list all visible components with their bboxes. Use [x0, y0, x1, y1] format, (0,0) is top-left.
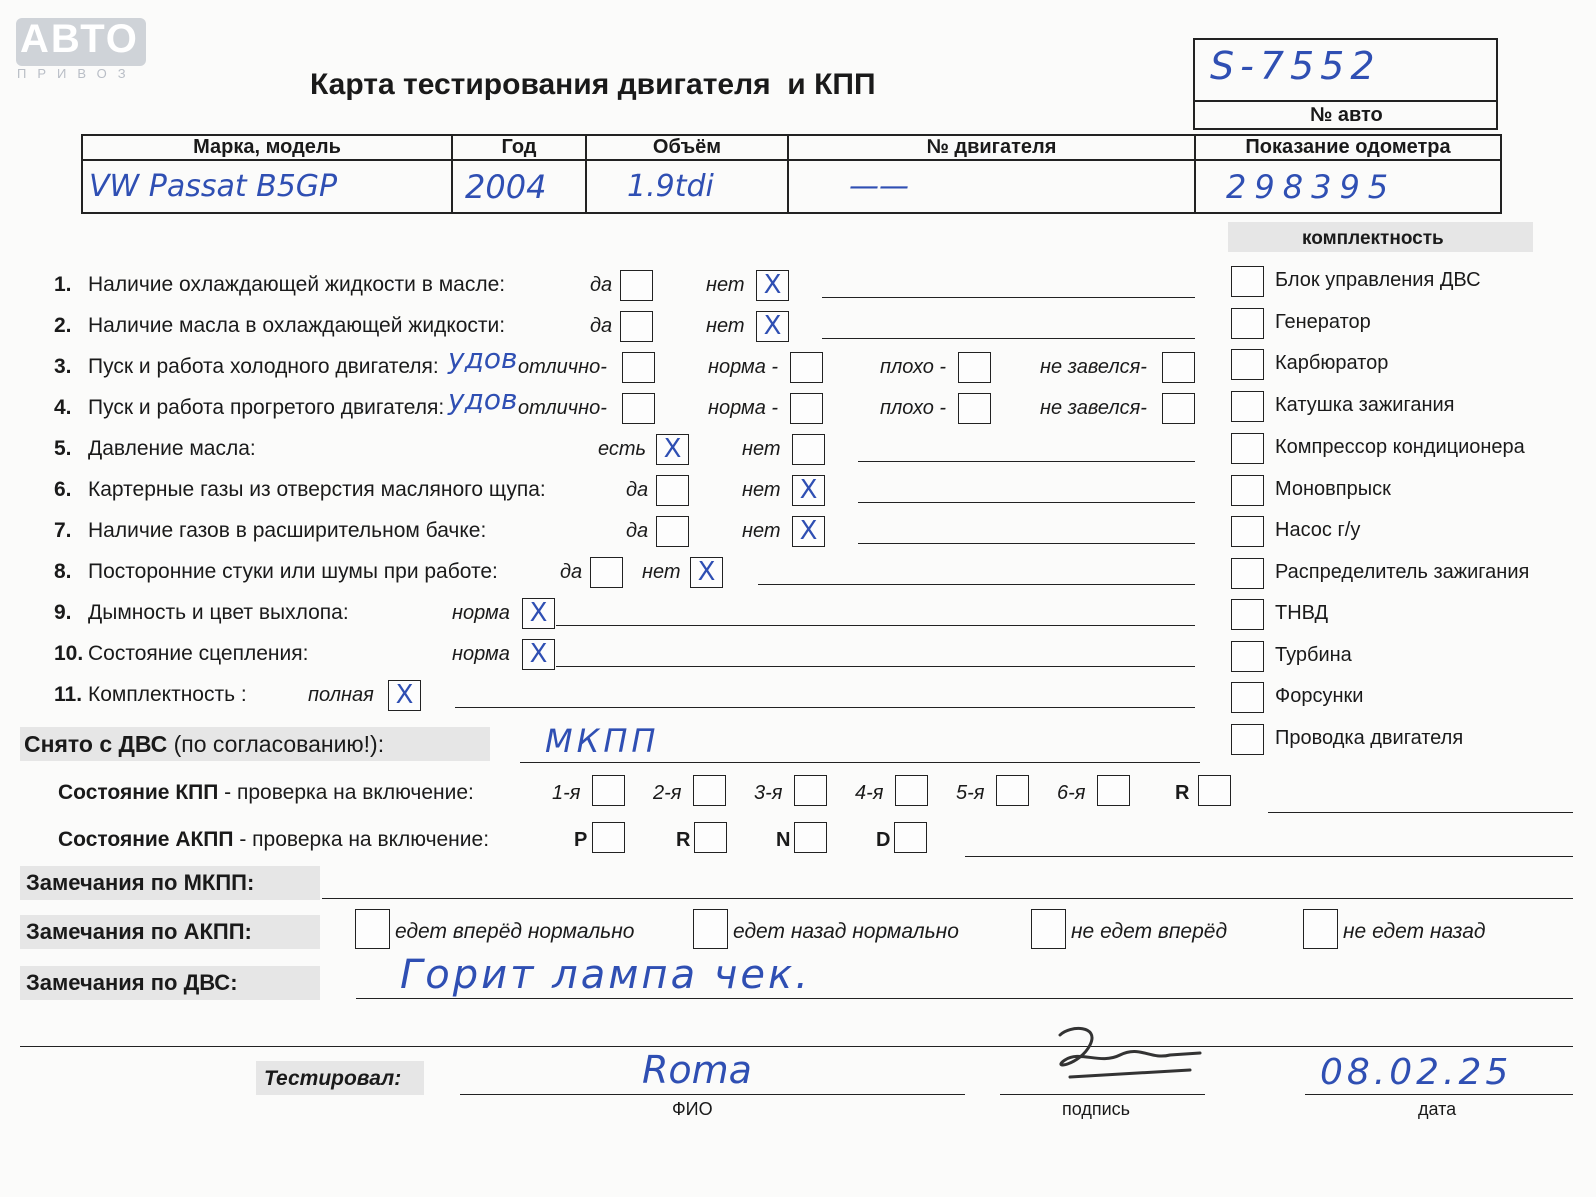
- check-option-checkbox[interactable]: [958, 393, 991, 424]
- kpp-label: [58, 781, 474, 805]
- completeness-item-label: ТНВД: [1275, 602, 1329, 624]
- completeness-item-label: Распределитель зажигания: [1275, 560, 1530, 583]
- gear-label: 6-я: [1057, 782, 1086, 804]
- check-note: удов: [448, 383, 518, 416]
- check-option-label: плохо -: [880, 397, 947, 419]
- check-mark: X: [697, 557, 716, 587]
- completeness-item-label: Турбина: [1275, 643, 1352, 666]
- check-option-label: нет: [706, 274, 745, 296]
- check-option-checkbox[interactable]: [522, 598, 555, 629]
- check-option-label: отлично-: [518, 397, 607, 419]
- check-number: 9.: [54, 601, 72, 624]
- check-answer-line: [858, 502, 1195, 503]
- akpp-remark-label: едет вперёд нормально: [395, 920, 635, 943]
- check-option-label: нет: [742, 520, 781, 542]
- name-line: [460, 1094, 965, 1095]
- completeness-item-label: Блок управления ДВС: [1275, 269, 1481, 291]
- check-label: Наличие охлаждающей жидкости в масле:: [88, 273, 506, 296]
- col-header-year: Год: [501, 136, 537, 158]
- completeness-checkbox[interactable]: [1231, 641, 1264, 672]
- removed-label-rest: (по согласованию!):: [167, 731, 385, 757]
- completeness-checkbox[interactable]: [1231, 391, 1264, 422]
- check-answer-line: [758, 584, 1195, 585]
- gear-checkbox[interactable]: [694, 822, 727, 853]
- check-number: 11.: [54, 683, 83, 706]
- check-option-label: норма -: [708, 356, 779, 378]
- check-option-label: да: [560, 561, 583, 583]
- check-option-label: не завелся-: [1040, 397, 1147, 419]
- check-option-checkbox[interactable]: [620, 270, 653, 301]
- completeness-checkbox[interactable]: [1231, 308, 1264, 339]
- gear-checkbox[interactable]: [592, 775, 625, 806]
- remarks-mkpp-label: Замечания по МКПП:: [26, 870, 255, 895]
- completeness-checkbox[interactable]: [1231, 558, 1264, 589]
- removed-value: МКПП: [545, 722, 660, 760]
- check-answer-line: [455, 707, 1195, 708]
- completeness-checkbox[interactable]: [1231, 475, 1264, 506]
- check-label: Дымность и цвет выхлопа:: [88, 601, 349, 624]
- model-value: VW Passat B5GP: [89, 169, 338, 204]
- check-option-checkbox[interactable]: [1162, 352, 1195, 383]
- check-option-label: плохо -: [880, 356, 947, 378]
- akpp-label-bold: Состояние АКПП: [58, 828, 234, 851]
- gear-checkbox[interactable]: [794, 775, 827, 806]
- check-option-checkbox[interactable]: [792, 434, 825, 465]
- check-option-checkbox[interactable]: [792, 516, 825, 547]
- akpp-remark-checkbox[interactable]: [355, 909, 390, 949]
- check-number: 4.: [54, 396, 72, 419]
- check-option-checkbox[interactable]: [656, 475, 689, 506]
- akpp-remark-label: не едет вперёд: [1071, 920, 1228, 943]
- check-answer-line: [858, 543, 1195, 544]
- logo-text: АВТО: [20, 17, 139, 61]
- remarks-dvs-label: Замечания по ДВС:: [26, 970, 238, 995]
- remarks-akpp-label: Замечания по АКПП:: [26, 919, 252, 944]
- completeness-title: комплектность: [1302, 228, 1444, 249]
- check-number: 3.: [54, 355, 72, 378]
- completeness-checkbox[interactable]: [1231, 516, 1264, 547]
- check-option-label: нет: [706, 315, 745, 337]
- akpp-remark-checkbox[interactable]: [1031, 909, 1066, 949]
- completeness-checkbox[interactable]: [1231, 349, 1264, 380]
- col-header-model: Марка, модель: [193, 136, 341, 158]
- check-label: Пуск и работа холодного двигателя:: [88, 355, 439, 378]
- check-option-checkbox[interactable]: [790, 352, 823, 383]
- gear-label: D: [876, 829, 891, 851]
- gear-label: R: [1175, 782, 1190, 804]
- check-mark: X: [529, 639, 548, 669]
- remarks-mkpp-line: [322, 898, 1573, 899]
- akpp-remark-checkbox[interactable]: [693, 909, 728, 949]
- auto-number-divider: [1193, 100, 1498, 102]
- check-mark: X: [763, 270, 782, 300]
- check-option-checkbox[interactable]: [756, 311, 789, 342]
- col-header-volume: Объём: [652, 136, 722, 158]
- check-mark: X: [663, 434, 682, 464]
- completeness-checkbox[interactable]: [1231, 682, 1264, 713]
- check-option-checkbox[interactable]: [622, 352, 655, 383]
- volume-value: 1.9tdi: [627, 169, 714, 204]
- akpp-remark-checkbox[interactable]: [1303, 909, 1338, 949]
- check-option-label: не завелся-: [1040, 356, 1147, 378]
- check-option-label: отлично-: [518, 356, 607, 378]
- gear-checkbox[interactable]: [895, 775, 928, 806]
- check-option-label: да: [626, 520, 649, 542]
- divider-line: [20, 1046, 1573, 1047]
- completeness-checkbox[interactable]: [1231, 724, 1264, 755]
- gear-label: 2-я: [653, 782, 682, 804]
- check-answer-line: [858, 461, 1195, 462]
- check-option-label: да: [590, 315, 613, 337]
- check-option-checkbox[interactable]: [792, 475, 825, 506]
- gear-label: 1-я: [552, 782, 581, 804]
- check-label: Посторонние стуки или шумы при работе:: [88, 560, 498, 583]
- check-option-checkbox[interactable]: [790, 393, 823, 424]
- check-option-checkbox[interactable]: [756, 270, 789, 301]
- year-value: 2004: [465, 167, 547, 206]
- tester-name: Roma: [642, 1048, 752, 1092]
- check-option-label: есть: [598, 438, 647, 460]
- check-label: Состояние сцепления:: [88, 642, 309, 665]
- check-option-checkbox[interactable]: [958, 352, 991, 383]
- check-label: Комплектность :: [88, 683, 247, 706]
- check-number: 1.: [54, 273, 72, 296]
- check-number: 10.: [54, 642, 84, 665]
- engine-number-value: ——: [849, 169, 909, 204]
- check-option-checkbox[interactable]: [522, 639, 555, 670]
- col-header-odometer: Показание одометра: [1245, 136, 1451, 158]
- check-label: Пуск и работа прогретого двигателя:: [88, 396, 445, 419]
- akpp-label: [58, 828, 489, 852]
- check-number: 6.: [54, 478, 72, 501]
- completeness-item-label: Компрессор кондиционера: [1275, 436, 1525, 458]
- check-mark: X: [763, 311, 782, 341]
- kpp-label-rest: - проверка на включение:: [218, 781, 474, 804]
- gear-checkbox[interactable]: [894, 822, 927, 853]
- check-number: 5.: [54, 437, 72, 460]
- check-number: 7.: [54, 519, 72, 542]
- tested-label: Тестировал:: [264, 1067, 402, 1090]
- signature-image: [1030, 1015, 1210, 1095]
- check-option-checkbox[interactable]: [620, 311, 653, 342]
- remarks-dvs-line: [356, 998, 1573, 999]
- completeness-item-label: Форсунки: [1275, 685, 1364, 707]
- check-label: Картерные газы из отверстия масляного щупа:: [88, 478, 546, 501]
- check-mark: X: [799, 475, 818, 505]
- akpp-line: [965, 856, 1573, 857]
- completeness-item-label: Генератор: [1275, 310, 1371, 333]
- check-option-checkbox[interactable]: [622, 393, 655, 424]
- check-answer-line: [822, 338, 1195, 339]
- completeness-checkbox[interactable]: [1231, 599, 1264, 630]
- gear-label: 4-я: [855, 782, 884, 804]
- check-number: 8.: [54, 560, 72, 583]
- gear-checkbox[interactable]: [794, 822, 827, 853]
- completeness-item-label: Карбюратор: [1275, 352, 1389, 374]
- gear-checkbox[interactable]: [693, 775, 726, 806]
- logo-subtext: ПРИВОЗ: [17, 66, 137, 81]
- gear-label: 5-я: [956, 782, 985, 804]
- check-option-label: да: [590, 274, 613, 296]
- check-option-label: полная: [308, 684, 374, 706]
- gear-label: R: [676, 829, 691, 851]
- check-option-checkbox[interactable]: [590, 557, 623, 588]
- page-title: Карта тестирования двигателя и КПП: [310, 68, 876, 101]
- gear-checkbox[interactable]: [1097, 775, 1130, 806]
- test-date: 08.02.25: [1320, 1052, 1513, 1093]
- check-note: удов: [448, 342, 518, 375]
- auto-number-label: № авто: [1310, 104, 1383, 126]
- check-option-checkbox[interactable]: [388, 680, 421, 711]
- odometer-value: 298395: [1226, 167, 1397, 206]
- akpp-remark-label: едет назад нормально: [733, 920, 959, 943]
- vehicle-info-table: [81, 134, 1502, 214]
- date-line: [1305, 1094, 1573, 1095]
- kpp-label-bold: Состояние КПП: [58, 781, 219, 804]
- auto-number-value: S-7552: [1210, 44, 1381, 88]
- date-caption: дата: [1418, 1099, 1457, 1119]
- check-option-label: норма: [452, 643, 510, 665]
- check-option-checkbox[interactable]: [1162, 393, 1195, 424]
- name-caption: ФИО: [672, 1099, 713, 1119]
- check-label: Давление масла:: [88, 437, 256, 460]
- check-mark: X: [799, 516, 818, 546]
- removed-line: [520, 762, 1200, 763]
- col-header-engine-number: № двигателя: [926, 136, 1057, 158]
- check-answer-line: [556, 666, 1195, 667]
- check-option-label: нет: [642, 561, 681, 583]
- gear-label: N: [776, 829, 791, 851]
- completeness-checkbox[interactable]: [1231, 433, 1264, 464]
- check-option-checkbox[interactable]: [656, 434, 689, 465]
- completeness-item-label: Катушка зажигания: [1275, 393, 1455, 416]
- completeness-item-label: Насос г/у: [1275, 519, 1361, 541]
- check-label: Наличие газов в расширительном бачке:: [88, 519, 487, 542]
- gear-checkbox[interactable]: [996, 775, 1029, 806]
- completeness-item-label: Моновпрыск: [1275, 477, 1391, 500]
- signature-caption: подпись: [1062, 1099, 1131, 1119]
- check-number: 2.: [54, 314, 72, 337]
- check-mark: X: [529, 598, 548, 628]
- completeness-item-label: Проводка двигателя: [1275, 726, 1464, 749]
- check-answer-line: [556, 625, 1195, 626]
- kpp-line: [1268, 812, 1573, 813]
- removed-label: [24, 731, 384, 758]
- check-answer-line: [822, 297, 1195, 298]
- gear-label: 3-я: [754, 782, 783, 804]
- check-option-label: нет: [742, 479, 781, 501]
- gear-label: P: [574, 829, 588, 851]
- akpp-label-rest: - проверка на включение:: [233, 828, 490, 851]
- check-option-label: норма -: [708, 397, 779, 419]
- signature-line: [1000, 1094, 1205, 1095]
- check-option-label: да: [626, 479, 649, 501]
- check-option-checkbox[interactable]: [690, 557, 723, 588]
- check-option-label: норма: [452, 602, 510, 624]
- check-mark: X: [395, 680, 414, 710]
- check-option-label: нет: [742, 438, 781, 460]
- check-option-checkbox[interactable]: [656, 516, 689, 547]
- removed-label-bold: Снято с ДВС: [24, 731, 168, 757]
- gear-checkbox[interactable]: [592, 822, 625, 853]
- completeness-checkbox[interactable]: [1231, 266, 1264, 297]
- gear-checkbox[interactable]: [1198, 775, 1231, 806]
- check-label: Наличие масла в охлаждающей жидкости:: [88, 314, 506, 337]
- remarks-dvs-value: Горит лампа чек.: [400, 952, 811, 998]
- akpp-remark-label: не едет назад: [1343, 920, 1486, 943]
